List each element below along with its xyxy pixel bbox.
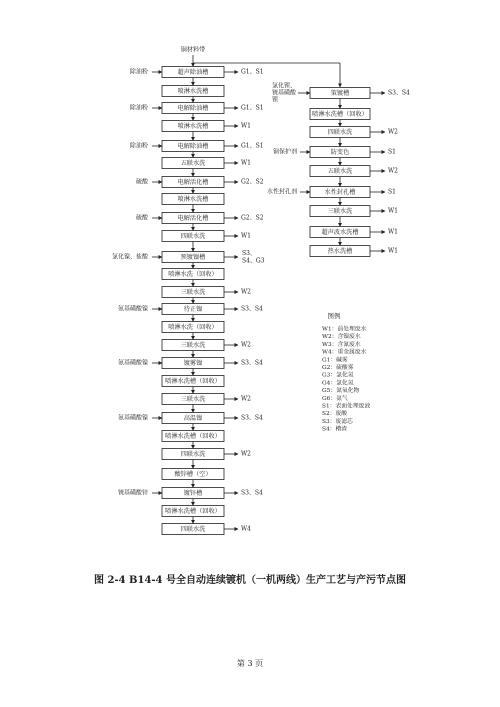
- legend-item: S3：废滤芯: [322, 418, 353, 425]
- input-label: 硫酸: [135, 178, 148, 186]
- input-label: 硫酸: [135, 214, 148, 222]
- legend-item: S1：表面处理废液: [322, 403, 371, 410]
- process-label: 电解除油槽: [177, 105, 209, 112]
- process-label: 超声除油槽: [177, 69, 209, 76]
- process-label: 喷淋水洗槽（回收）: [165, 508, 221, 515]
- process-label: 高温镍: [183, 415, 203, 422]
- output-label: S1: [388, 148, 396, 156]
- output-label: S3、S4: [388, 89, 410, 97]
- process-label: 五联水洗: [180, 160, 206, 167]
- process-label: 喷淋水洗（回收）: [168, 324, 218, 331]
- process-label: 酸锌槽（空）: [174, 471, 212, 478]
- output-label: W1: [241, 232, 251, 240]
- input-label: 氨基磺酸镍: [117, 359, 148, 367]
- input-label: 氯化锂、: [272, 82, 297, 90]
- legend-item: G6：氨气: [322, 395, 348, 402]
- process-label: 策镀槽: [330, 90, 350, 97]
- output-label: S3、: [242, 250, 256, 257]
- process-label: 四联水洗: [327, 129, 353, 136]
- legend-item: G2：硫酸雾: [322, 365, 354, 371]
- figure-caption: 图 2-4 B14-4 号全自动连续镀机（一机两线）生产工艺与产污节点图: [94, 575, 406, 586]
- output-label: S3、S4: [241, 305, 263, 313]
- page-number: 第 3 页: [236, 659, 264, 668]
- process-label: 三联水洗: [180, 289, 206, 296]
- output-label: S3、S4: [241, 359, 263, 367]
- output-label: W1: [241, 159, 251, 167]
- legend-item: G5：氮氧化物: [322, 388, 360, 395]
- output-label: W2: [241, 341, 251, 349]
- process-label: 超声波水洗槽: [321, 229, 359, 236]
- output-label: W2: [388, 167, 398, 175]
- input-label: 锂: [272, 96, 279, 104]
- process-label: 电解活化槽: [177, 179, 209, 186]
- output-label: W2: [241, 288, 251, 296]
- input-label: 铳基磺酸: [272, 89, 297, 97]
- process-label: 三联水洗: [180, 396, 206, 403]
- legend-item: W3：含氰废水: [322, 341, 361, 348]
- process-label: 喷淋水洗槽（回收）: [312, 111, 368, 118]
- process-label: 四联水洗: [180, 526, 206, 533]
- output-label: G2、S2: [241, 178, 264, 186]
- input-label: 除油粉: [129, 142, 148, 150]
- legend-item: S4：槽渣: [322, 426, 348, 433]
- output-label: S4、G3: [242, 257, 265, 265]
- process-label: 电解活化槽: [177, 215, 209, 222]
- process-label: 喷淋水洗槽: [177, 196, 209, 203]
- process-label: 预镀镍槽: [180, 254, 206, 261]
- process-label: 四联水洗: [180, 233, 206, 240]
- output-label: S3、S4: [241, 414, 263, 422]
- process-label: 热水洗槽: [327, 248, 353, 255]
- output-label: W1: [388, 207, 398, 215]
- output-label: W2: [241, 395, 251, 403]
- legend-title: 图例: [327, 312, 341, 320]
- input-label: 氨基磺酸镍: [117, 305, 148, 313]
- process-label: 喷淋水洗槽: [177, 88, 209, 95]
- process-label: 喷淋水洗槽（回收）: [165, 378, 221, 385]
- input-label: 除油粉: [129, 104, 148, 112]
- process-label: 喷淋水洗槽: [177, 123, 209, 130]
- input-label: 铳基磺酸锌: [117, 489, 148, 497]
- process-label: 喷淋水洗槽（回收）: [165, 433, 221, 440]
- start-label: 铜材料带: [180, 46, 206, 54]
- process-label: 三联水洗: [180, 342, 206, 349]
- output-label: G1、S1: [241, 142, 264, 150]
- output-label: G1、S1: [241, 104, 264, 112]
- process-label: 四联水洗: [180, 451, 206, 458]
- process-label: 五联水洗: [327, 168, 353, 175]
- output-label: W4: [241, 525, 251, 533]
- output-label: G2、S2: [241, 214, 264, 222]
- output-label: G1、S1: [241, 68, 264, 76]
- process-label: 待正镍: [183, 306, 203, 313]
- legend-item: G1：碱雾: [322, 357, 348, 364]
- legend-item: G4：氯化氢: [322, 380, 354, 387]
- process-label: 水性封孔槽: [324, 189, 356, 196]
- input-label: 氯化镍、盐酸: [111, 253, 148, 261]
- process-label: 镀雾镍: [183, 360, 203, 367]
- legend-item: W1：前处理废水: [322, 326, 367, 333]
- legend-item: S2：废酸: [322, 411, 348, 418]
- output-label: W1: [241, 122, 251, 130]
- legend-item: G3：氯化氢: [322, 372, 354, 379]
- process-label: 镀锌槽: [183, 490, 203, 497]
- legend-item: W2：含镍废水: [322, 334, 361, 341]
- output-label: S1: [388, 188, 396, 196]
- input-label: 除油粉: [129, 68, 148, 76]
- input-label: 氨基磺酸镍: [117, 414, 148, 422]
- input-label: 水性封孔剂: [266, 188, 297, 196]
- process-label: 电解除油槽: [177, 143, 209, 150]
- output-label: W1: [388, 228, 398, 236]
- output-label: W2: [241, 450, 251, 458]
- process-label: 三联水洗: [327, 208, 353, 215]
- process-label: 喷淋水洗（回收）: [168, 271, 218, 278]
- output-label: W2: [388, 128, 398, 136]
- process-label: 防变色: [330, 149, 350, 156]
- output-label: S3、S4: [241, 489, 263, 497]
- legend-item: W4：重金属废水: [322, 349, 367, 356]
- input-label: 铜保护剂: [272, 148, 297, 156]
- output-label: W1: [388, 247, 398, 255]
